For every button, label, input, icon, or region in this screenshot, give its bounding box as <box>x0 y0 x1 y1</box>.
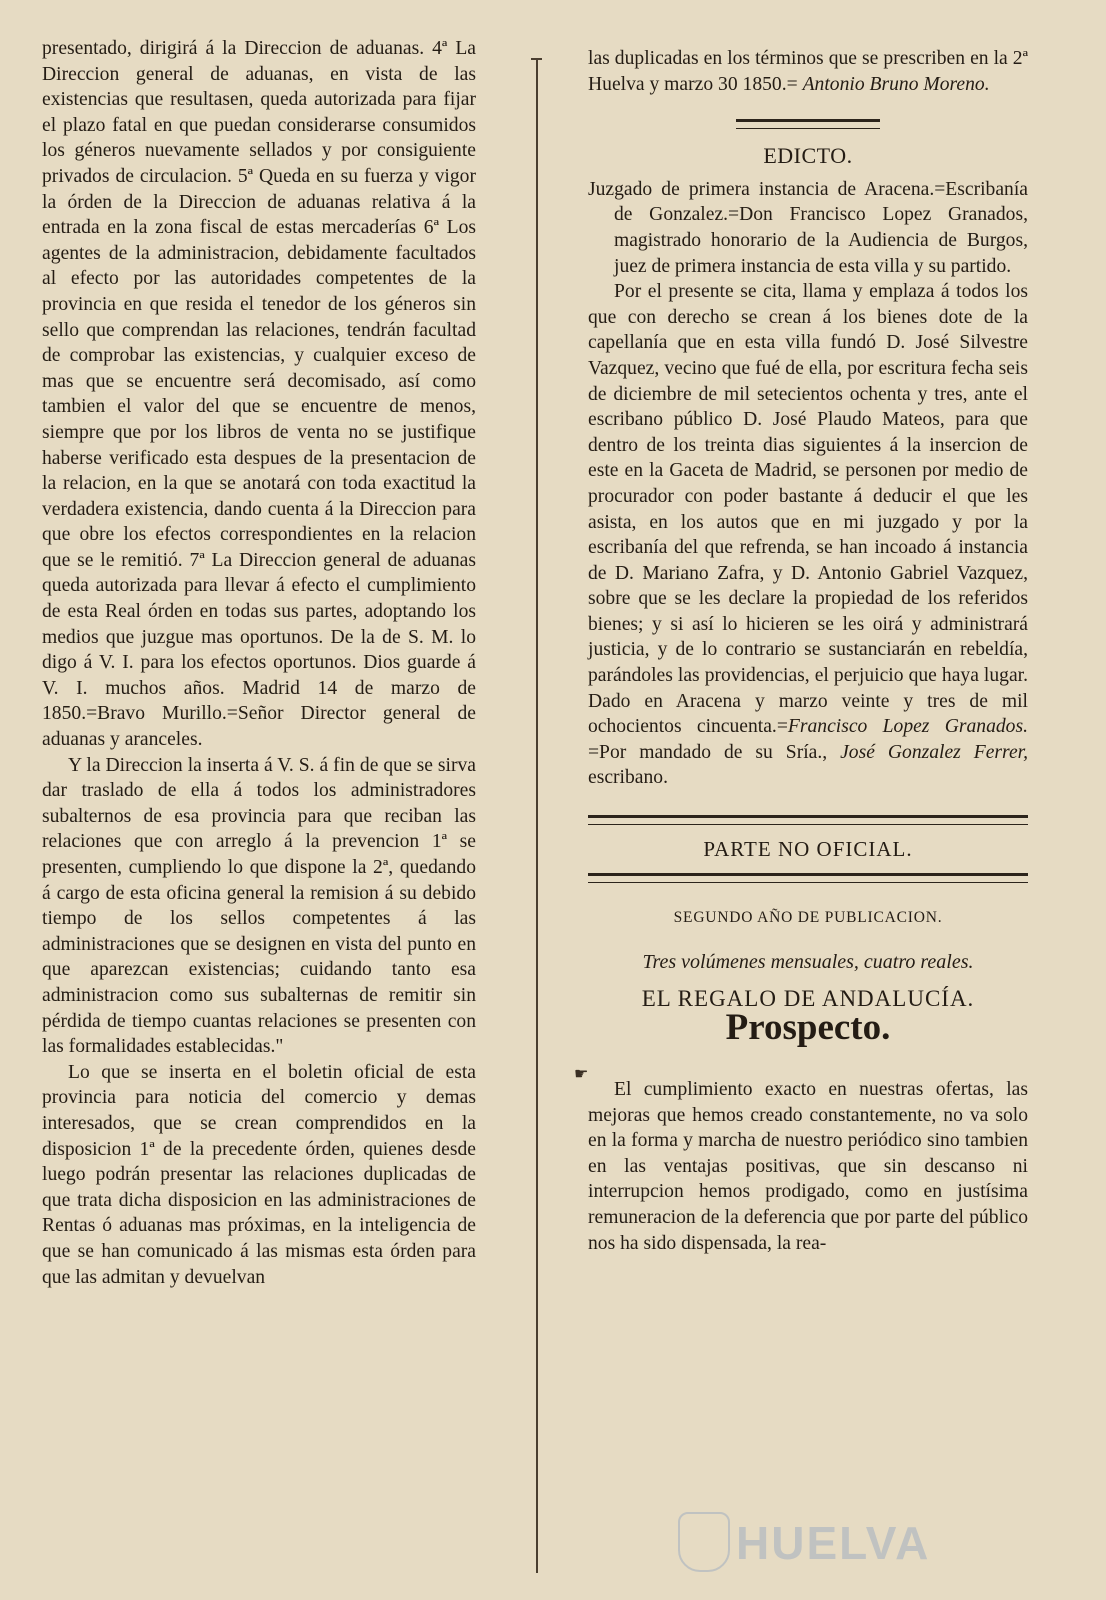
pointing-hand-icon: ☛ <box>574 1066 589 1083</box>
edicto-clerk-signature: José Gonzalez Ferrer, <box>840 741 1028 763</box>
continuation-signature: Antonio Bruno Moreno. <box>802 73 990 95</box>
edicto-body-text: Por el presente se cita, llama y emplaza á todos los que con derecho se crean á los bienes dote de la capellanía que en esta villa fundó D. José Silvestre Vazquez, vecino que fué de ella, por escritura fecha seis de diciembre de mil setecientos ochenta y tres, ante el escribano público D. José Plaudo Mateos, para que dentro de los treinta dias siguientes á la insercion de este en la Gaceta de Madrid, se personen por medio de procurador con poder bastante á deducir el que les asista, en los autos que en mi juzgado y por la escribanía del que refrenda, se han incoado á instancia de D. Mariano Zafra, y D. Antonio Gabriel Vazquez, sobre que se les declare la propiedad de los referidos bienes; y si así lo hicieren se les oirá y administrará justicia, y de lo contrario se sustanciarán en rebeldía, parándoles las providencias, el perjuicio que haya lugar. Dado en Aracena y marzo veinte y tres de mil ochocientos cincuenta.= <box>588 281 1028 738</box>
shield-emblem-icon <box>678 1512 730 1572</box>
segundo-ano-heading: SEGUNDO AÑO DE PUBLICACION. <box>673 908 943 926</box>
watermark-text: HUELVA <box>736 1517 931 1569</box>
library-watermark <box>716 1516 1016 1576</box>
section-separator-long-top <box>588 815 1028 825</box>
prospecto-body: El cumplimiento exacto en nuestras ofertas, las mejoras que hemos creado constantemente, no va solo en la forma y marcha de nuestro periódico sino tambien en las ventajas positivas, que sin descanso ni interrupcion hemos prodigado, como en justísima remuneracion de la deferencia que por parte del público nos ha sido dispensada, la rea- <box>588 1079 1028 1254</box>
left-paragraph-2: Y la Direccion la inserta á V. S. á fin de que se sirva dar traslado de ella á todos los administradores subalternos de esa provincia para que reciban las relaciones que con arreglo á la prevencion 1ª se presenten, cumpliendo lo que dispone la 2ª, quedando á cargo de esta oficina general la remision á su debido tiempo de los sellos competentes á las administraciones que se designen en vista del punto en que aparezcan existencias; cuidando tanto esa administracion como sus subalternas de remitir sin pérdida de tiempo cuantas relaciones se presenten con las formalidades establecidas." <box>42 754 476 1058</box>
column-divider <box>536 58 538 1573</box>
continuation-body: las duplicadas en los términos que se prescriben en la 2ª Huelva y marzo 30 1850.= <box>588 48 1028 95</box>
left-paragraph-3: Lo que se inserta en el boletin oficial de esta provincia para noticia del comercio y demas interesados, que se crean comprendidos en la disposicion 1ª de la precedente órden, quienes desde luego podrán presentar las relaciones duplicadas de que trata dicha disposicion en las administraciones de Rentas ó aduanas mas próximas, en la inteligencia de que se han comunicado á las mismas esta órden para que las admitan y devuelvan <box>42 1061 476 1288</box>
section-separator-long-bottom <box>588 873 1028 883</box>
edicto-mandado: =Por mandado de su Sría., <box>588 741 828 763</box>
tres-volumenes-line: Tres volúmenes mensuales, cuatro reales. <box>642 951 974 974</box>
prospecto-title: Prospecto. <box>725 1007 891 1049</box>
continuation-text <box>588 46 1028 97</box>
edicto-body <box>588 279 1028 791</box>
left-paragraph-1: presentado, dirigirá á la Direccion de aduanas. 4ª La Direccion general de aduanas, en vista de las existencias que resultasen, queda autorizada para fijar el plazo fatal en que puedan considerarse consumidos los géneros nuevamente sellados y por consiguiente privados de circulacion. 5ª Queda en su fuerza y vigor la órden de la Direccion de aduanas relativa á la entrada en la zona fiscal de estas mercaderías 6ª Los agentes de la administracion, debidamente facultados al efecto por las autoridades competentes de la provincia en que resida el tenedor de los géneros sin sello que comprendan las relaciones, tendrán facultad de comprobar las existencias, y cualquier exceso de mas que se encuentre será decomisado, así como tambien el valor del que se encuentre de menos, siempre que por los libros de venta no se justifique haberse verificado esta despues de la presentacion de la relacion, en la que se anotará con toda exactitud la verdadera existencia, dando cuenta á la Direccion para que obre los efectos correspondientes en la relacion que se le remitió. 7ª La Direccion general de aduanas queda autorizada para llevar á efecto el cumplimiento de esta Real órden en todas sus partes, adoptando los medios que juzgue mas oportunos. De la de S. M. lo digo á V. I. para los efectos oportunos. Dios guarde á V. I. muchos años. Madrid 14 de marzo de 1850.=Bravo Murillo.=Señor Director general de aduanas y aranceles. <box>42 38 476 751</box>
edicto-title: EDICTO. <box>763 143 853 169</box>
section-separator-short <box>736 119 880 129</box>
edicto-clerk-role: escribano. <box>588 767 668 789</box>
regalo-title: EL REGALO DE ANDALUCÍA. <box>641 985 975 1011</box>
edicto-judge-signature: Francisco Lopez Granados. <box>787 716 1029 738</box>
left-column <box>42 36 476 1290</box>
parte-no-oficial-title: PARTE NO OFICIAL. <box>703 837 913 862</box>
right-column <box>588 46 1028 1256</box>
edicto-header: Juzgado de primera instancia de Aracena.=Escribanía de Gonzalez.=Don Francisco Lopez Granados, magistrado honorario de la Audiencia de Burgos, juez de primera instancia de esta villa y su partido. <box>588 178 1028 277</box>
